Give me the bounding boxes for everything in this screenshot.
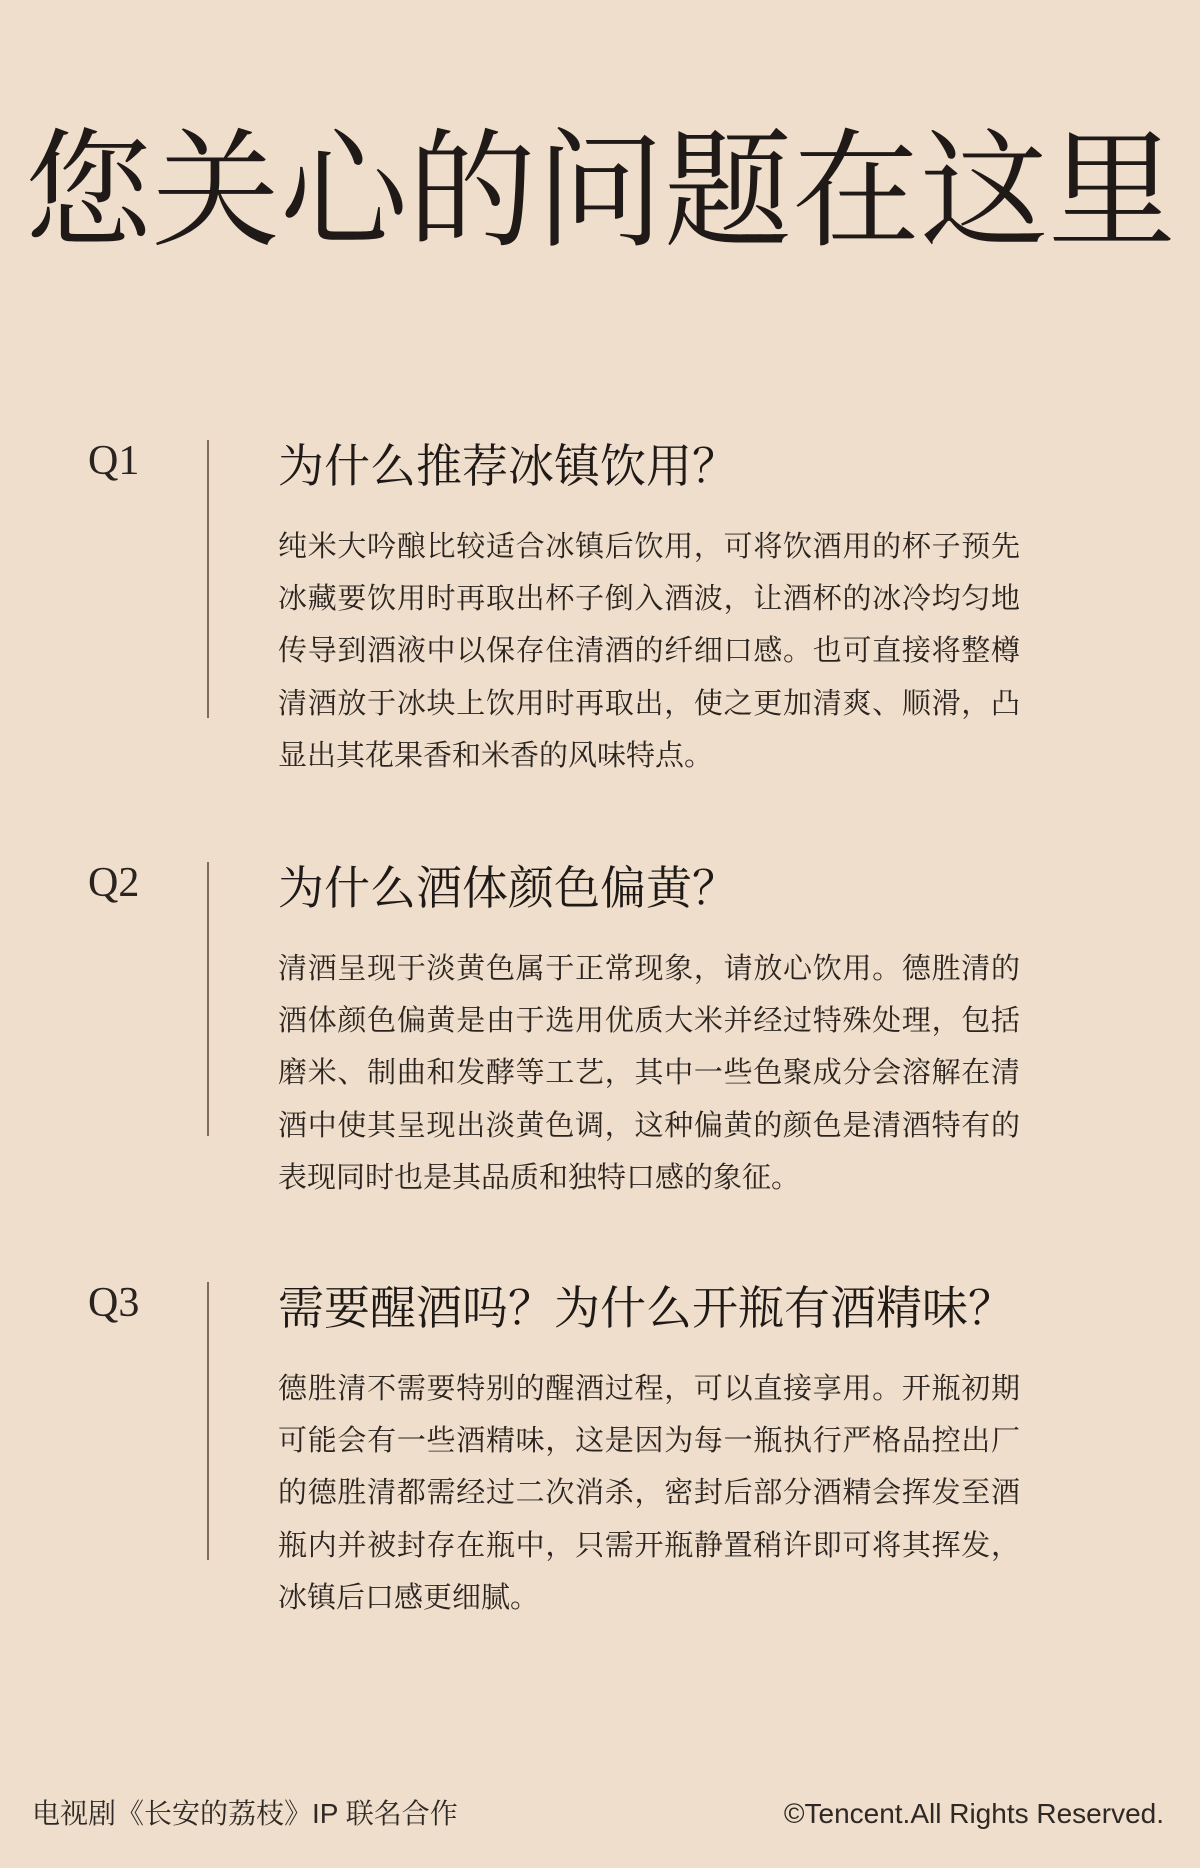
faq-divider [207,1282,209,1560]
faq-answer: 纯米大吟酿比较适合冰镇后饮用，可将饮酒用的杯子预先冰藏要饮用时再取出杯子倒入酒波，让酒杯的冰冷均匀地传导到酒液中以保存住清酒的纤细口感。也可直接将整樽清酒放于冰块上饮用时再取出，使之更加清爽、顺滑，凸显出其花果香和米香的风味特点。 [278,529,1020,772]
faq-answer: 清酒呈现于淡黄色属于正常现象，请放心饮用。德胜清的酒体颜色偏黄是由于选用优质大米并经过特殊处理，包括磨米、制曲和发酵等工艺，其中一些色聚成分会溶解在清酒中使其呈现出淡黄色调，这种偏黄的颜色是清酒特有的表现同时也是其品质和独特口感的象征。 [278,951,1020,1194]
faq-divider [207,440,209,718]
footer-collaboration-text: 电视剧《长安的荔枝》IP 联名合作 [32,1798,458,1829]
faq-label: Q3 [88,1280,140,1326]
faq-divider [207,862,209,1136]
faq-answer: 德胜清不需要特别的醒酒过程，可以直接享用。开瓶初期可能会有一些酒精味，这是因为每一瓶执行严格品控出厂的德胜清都需经过二次消杀，密封后部分酒精会挥发至酒瓶内并被封存在瓶中，只需开瓶静置稍许即可将其挥发，冰镇后口感更细腻。 [278,1371,1020,1614]
faq-label: Q2 [88,860,140,906]
faq-question: 为什么酒体颜色偏黄？ [278,861,738,915]
page-title: 您关心的问题在这里 [23,117,1176,266]
faq-question: 为什么推荐冰镇饮用？ [278,439,738,493]
footer-copyright: ©Tencent.All Rights Reserved. [783,1798,1164,1829]
faq-question: 需要醒酒吗？为什么开瓶有酒精味？ [278,1281,1014,1335]
faq-label: Q1 [88,438,140,484]
